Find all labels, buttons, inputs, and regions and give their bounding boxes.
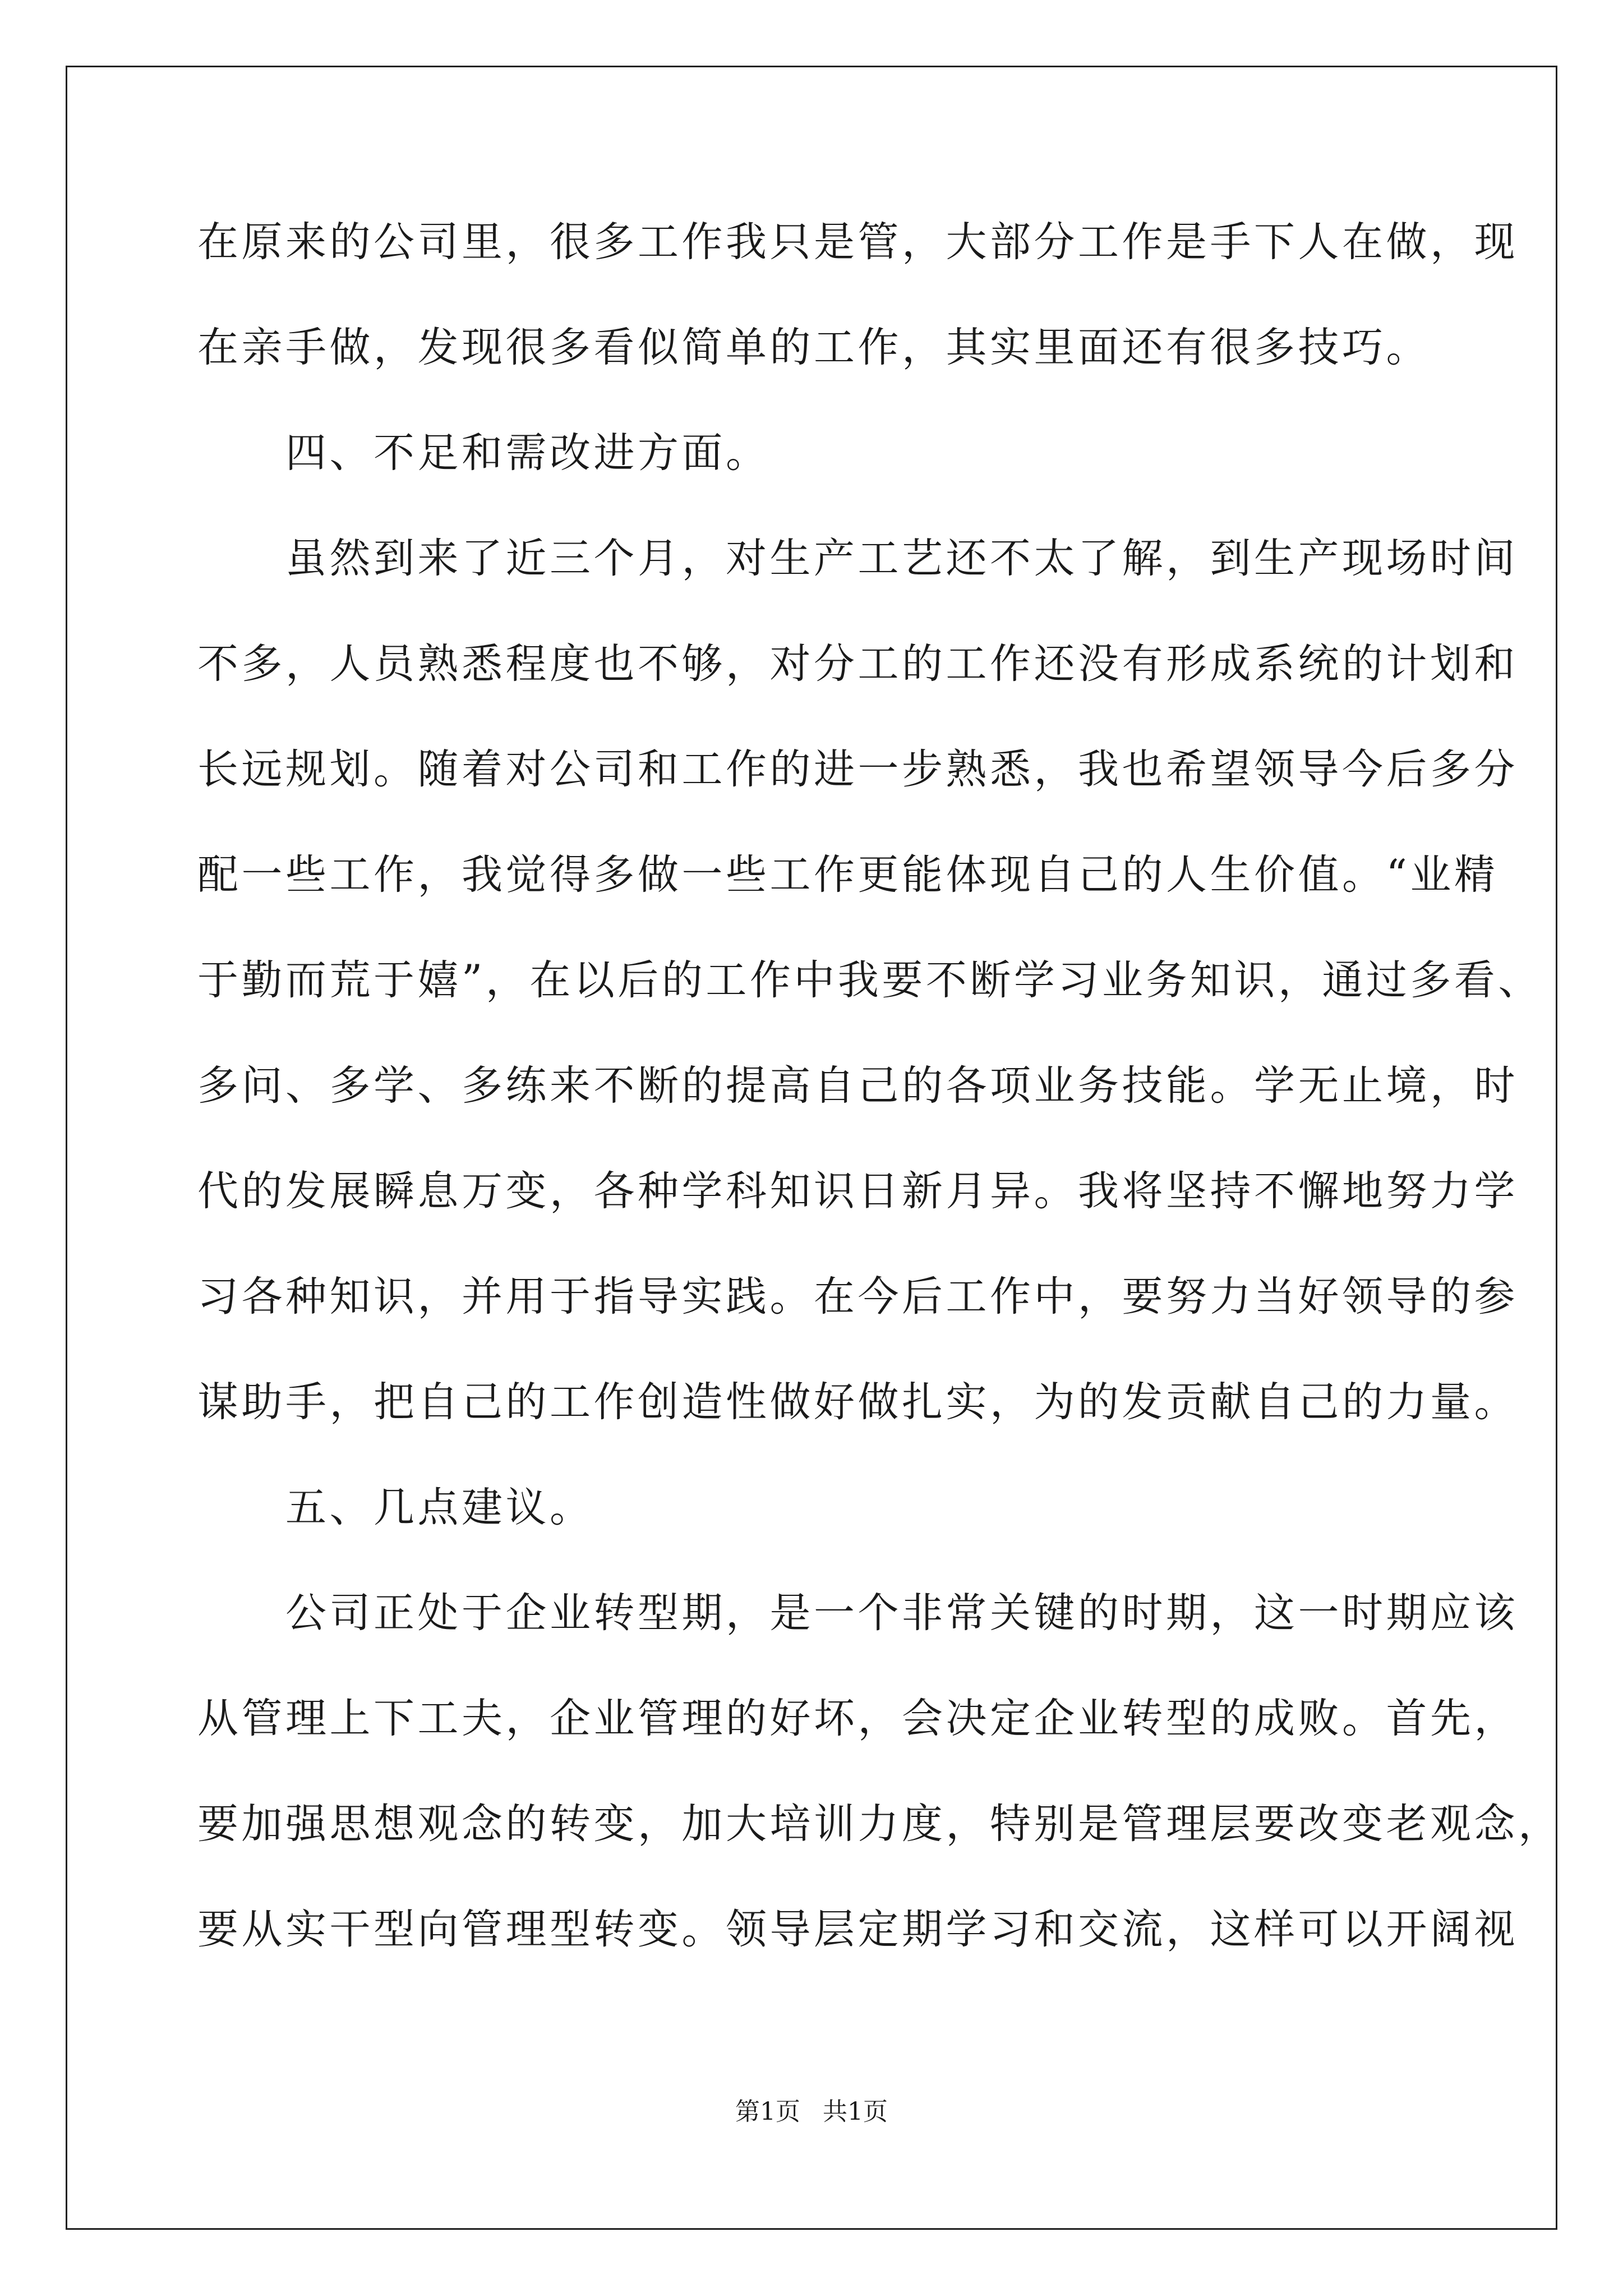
text-line: 要加强思想观念的转变，加大培训力度，特别是管理层要改变老观念， bbox=[197, 1800, 1562, 1848]
text-line: 在亲手做，发现很多看似简单的工作，其实里面还有很多技巧。 bbox=[197, 324, 1430, 371]
text-line: 在原来的公司里，很多工作我只是管，大部分工作是手下人在做，现 bbox=[197, 218, 1518, 266]
section-heading: 四、不足和需改进方面。 bbox=[197, 429, 770, 477]
text-line: 虽然到来了近三个月，对生产工艺还不太了解，到生产现场时间 bbox=[197, 535, 1518, 582]
text-line: 长远规划。随着对公司和工作的进一步熟悉，我也希望领导今后多分 bbox=[197, 746, 1518, 793]
text-line: 于勤而荒于嬉”，在以后的工作中我要不断学习业务知识，通过多看、 bbox=[197, 956, 1542, 1004]
page-number: 第1页 bbox=[735, 2097, 800, 2126]
page-total: 共1页 bbox=[823, 2097, 888, 2126]
section-heading: 五、几点建议。 bbox=[197, 1484, 594, 1531]
text-line: 代的发展瞬息万变，各种学科知识日新月异。我将坚持不懈地努力学 bbox=[197, 1167, 1518, 1215]
text-line: 配一些工作，我觉得多做一些工作更能体现自己的人生价值。“业精 bbox=[197, 851, 1498, 899]
text-line: 谋助手，把自己的工作创造性做好做扎实，为的发贡献自己的力量。 bbox=[197, 1378, 1518, 1426]
text-line: 不多，人员熟悉程度也不够，对分工的工作还没有形成系统的计划和 bbox=[197, 640, 1518, 688]
text-line: 多问、多学、多练来不断的提高自己的各项业务技能。学无止境，时 bbox=[197, 1062, 1518, 1110]
page-footer bbox=[0, 2095, 1623, 2129]
text-line: 要从实干型向管理型转变。领导层定期学习和交流，这样可以开阔视 bbox=[197, 1906, 1518, 1953]
text-line: 习各种知识，并用于指导实践。在今后工作中，要努力当好领导的参 bbox=[197, 1273, 1518, 1320]
text-line: 从管理上下工夫，企业管理的好坏，会决定企业转型的成败。首先， bbox=[197, 1695, 1518, 1742]
text-line: 公司正处于企业转型期，是一个非常关键的时期，这一时期应该 bbox=[197, 1589, 1518, 1637]
